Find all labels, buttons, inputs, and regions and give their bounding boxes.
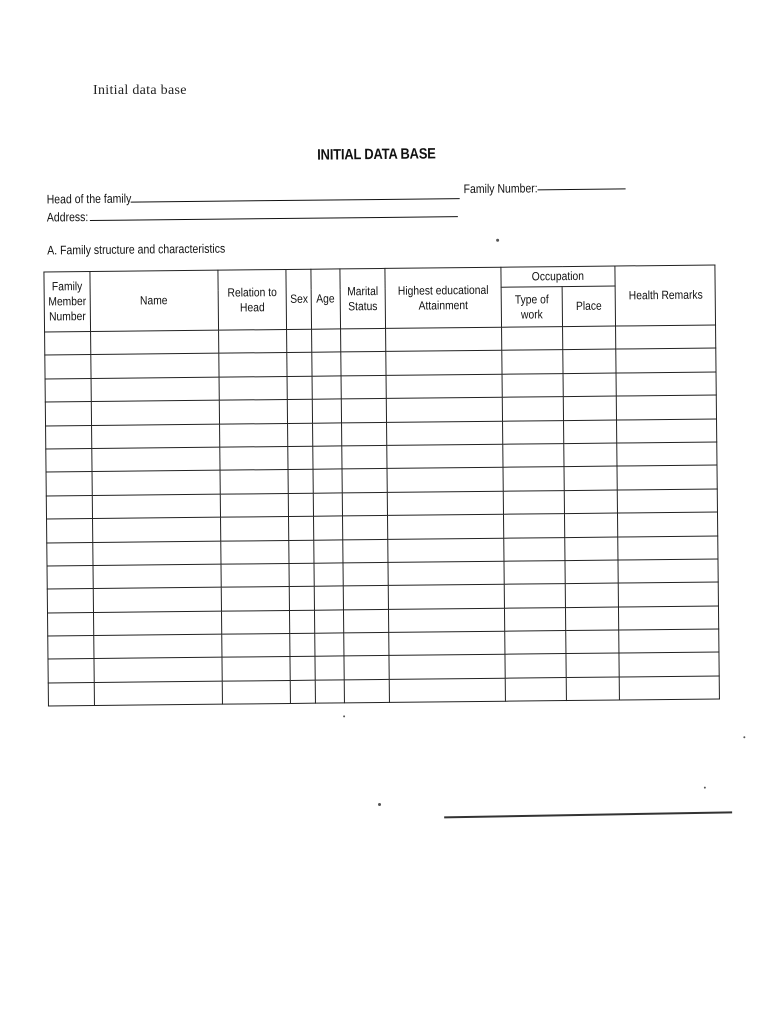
scan-speck	[343, 715, 345, 717]
table-cell[interactable]	[619, 629, 719, 653]
table-cell[interactable]	[386, 374, 502, 399]
table-cell[interactable]	[505, 631, 566, 655]
table-cell[interactable]	[288, 493, 313, 517]
table-cell[interactable]	[45, 402, 91, 426]
scan-speck	[704, 787, 706, 789]
table-cell[interactable]	[343, 516, 388, 540]
table-cell[interactable]	[342, 469, 387, 493]
table-cell[interactable]	[94, 681, 222, 706]
table-cell[interactable]	[342, 422, 387, 446]
table-cell[interactable]	[343, 586, 388, 610]
table-cell[interactable]	[289, 516, 314, 540]
table-cell[interactable]	[616, 395, 716, 419]
table-cell[interactable]	[47, 519, 93, 543]
table-cell[interactable]	[45, 378, 91, 402]
header-sex: Sex	[286, 269, 312, 329]
table-cell[interactable]	[45, 355, 91, 379]
table-cell[interactable]	[222, 634, 290, 658]
table-cell[interactable]	[388, 585, 504, 610]
table-cell[interactable]	[287, 376, 312, 400]
table-cell[interactable]	[386, 327, 502, 352]
table-cell[interactable]	[503, 514, 564, 538]
header-family-member-number: Family Member Number	[44, 272, 91, 332]
scan-speck	[743, 736, 745, 738]
header-relation-to-head: Relation to Head	[218, 269, 287, 330]
header-occupation: Occupation	[501, 266, 615, 287]
table-cell[interactable]	[564, 466, 617, 490]
table-cell[interactable]	[91, 400, 219, 425]
table-cell[interactable]	[92, 447, 220, 472]
table-cell[interactable]	[222, 680, 290, 704]
table-cell[interactable]	[93, 541, 221, 566]
table-cell[interactable]	[503, 420, 564, 444]
table-cell[interactable]	[314, 610, 343, 634]
table-cell[interactable]	[46, 495, 92, 519]
table-cell[interactable]	[388, 561, 504, 586]
table-cell[interactable]	[289, 563, 314, 587]
table-cell[interactable]	[312, 399, 341, 423]
table-cell[interactable]	[387, 491, 503, 516]
header-type-of-work: Type of work	[501, 287, 562, 328]
table-cell[interactable]	[565, 560, 618, 584]
table-cell[interactable]	[619, 676, 719, 700]
table-cell[interactable]	[219, 400, 287, 424]
header-marital-status: Marital Status	[340, 268, 386, 328]
table-cell[interactable]	[289, 610, 314, 634]
table-cell[interactable]	[313, 469, 342, 493]
table-cell[interactable]	[93, 517, 221, 542]
table-cell[interactable]	[389, 678, 505, 703]
head-of-family-field[interactable]	[131, 198, 460, 202]
table-cell[interactable]	[288, 446, 313, 470]
table-cell[interactable]	[94, 634, 222, 659]
table-cell[interactable]	[616, 348, 716, 372]
table-cell[interactable]	[47, 612, 93, 636]
table-cell[interactable]	[222, 657, 290, 681]
table-cell[interactable]	[290, 633, 315, 657]
table-cell[interactable]	[617, 419, 717, 443]
form-title: INITIAL DATA BASE	[317, 145, 436, 164]
table-cell[interactable]	[616, 325, 716, 349]
table-cell[interactable]	[343, 609, 388, 633]
table-cell[interactable]	[504, 607, 565, 631]
table-cell[interactable]	[502, 397, 563, 421]
table-cell[interactable]	[342, 492, 387, 516]
table-cell[interactable]	[504, 560, 565, 584]
header-name: Name	[90, 270, 219, 331]
table-cell[interactable]	[344, 632, 389, 656]
table-cell[interactable]	[564, 420, 617, 444]
table-cell[interactable]	[563, 326, 616, 350]
address-label: Address:	[46, 210, 89, 225]
table-cell[interactable]	[566, 653, 619, 677]
scan-speck	[496, 239, 499, 242]
table-cell[interactable]	[288, 423, 313, 447]
table-cell[interactable]	[315, 633, 344, 657]
table-cell[interactable]	[315, 680, 344, 704]
table-cell[interactable]	[313, 422, 342, 446]
table-cell[interactable]	[220, 493, 288, 517]
table-cell[interactable]	[616, 372, 716, 396]
table-cell[interactable]	[290, 680, 315, 704]
table-cell[interactable]	[315, 656, 344, 680]
table-cell[interactable]	[388, 608, 504, 633]
table-cell[interactable]	[219, 376, 287, 400]
table-cell[interactable]	[290, 657, 315, 681]
table-cell[interactable]	[92, 424, 220, 449]
table-cell[interactable]	[387, 444, 503, 469]
address-field[interactable]	[90, 216, 458, 221]
family-structure-table	[43, 264, 720, 706]
table-cell[interactable]	[92, 471, 220, 496]
table-cell[interactable]	[617, 442, 717, 466]
family-number-label: Family Number:	[463, 181, 538, 197]
table-cell[interactable]	[503, 490, 564, 514]
table-cell[interactable]	[289, 586, 314, 610]
table-cell[interactable]	[47, 565, 93, 589]
table-cell[interactable]	[312, 376, 341, 400]
table-cell[interactable]	[343, 539, 388, 563]
table-cell[interactable]	[312, 329, 341, 353]
header-educational-attainment: Highest educational Attainment	[385, 267, 502, 328]
table-cell[interactable]	[91, 330, 219, 355]
table-cell[interactable]	[341, 352, 386, 376]
table-cell[interactable]	[94, 658, 222, 683]
table-cell[interactable]	[503, 444, 564, 468]
table-cell[interactable]	[619, 652, 719, 676]
table-cell[interactable]	[45, 332, 91, 356]
table-cell[interactable]	[46, 425, 92, 449]
table-cell[interactable]	[563, 373, 616, 397]
table-cell[interactable]	[91, 377, 219, 402]
table-cell[interactable]	[565, 583, 618, 607]
header-place: Place	[562, 286, 615, 327]
table-cell[interactable]	[313, 446, 342, 470]
table-cell[interactable]	[386, 397, 502, 422]
table-cell[interactable]	[219, 329, 287, 353]
table-body	[45, 325, 720, 706]
table-cell[interactable]	[502, 373, 563, 397]
table-cell[interactable]	[388, 514, 504, 539]
table-cell[interactable]	[565, 537, 618, 561]
table-cell[interactable]	[386, 351, 502, 376]
header-age: Age	[311, 269, 341, 329]
table-cell[interactable]	[387, 468, 503, 493]
table-cell[interactable]	[221, 610, 289, 634]
table-cell[interactable]	[505, 677, 566, 701]
table-cell[interactable]	[563, 349, 616, 373]
table-cell[interactable]	[389, 655, 505, 680]
table-cell[interactable]	[502, 350, 563, 374]
table-cell[interactable]	[389, 631, 505, 656]
section-title: A. Family structure and characteristics	[47, 241, 226, 258]
table-cell[interactable]	[219, 353, 287, 377]
table-cell[interactable]	[221, 517, 289, 541]
table-cell[interactable]	[618, 559, 718, 583]
table-cell[interactable]	[93, 587, 221, 612]
table-cell[interactable]	[618, 535, 718, 559]
table-cell[interactable]	[46, 448, 92, 472]
table-cell[interactable]	[93, 564, 221, 589]
table-cell[interactable]	[287, 353, 312, 377]
table-cell[interactable]	[344, 679, 389, 703]
table-cell[interactable]	[344, 656, 389, 680]
table-cell[interactable]	[503, 467, 564, 491]
table-cell[interactable]	[47, 589, 93, 613]
table-cell[interactable]	[220, 470, 288, 494]
table-cell[interactable]	[566, 630, 619, 654]
table-cell[interactable]	[220, 446, 288, 470]
table-cell[interactable]	[341, 328, 386, 352]
table-cell[interactable]	[564, 513, 617, 537]
table-cell[interactable]	[566, 677, 619, 701]
table-cell[interactable]	[564, 490, 617, 514]
table-cell[interactable]	[341, 399, 386, 423]
table-cell[interactable]	[618, 582, 718, 606]
table-cell[interactable]	[48, 682, 94, 706]
table-cell[interactable]	[221, 587, 289, 611]
table-cell[interactable]	[618, 512, 718, 536]
table-cell[interactable]	[220, 423, 288, 447]
table-cell[interactable]	[312, 352, 341, 376]
table-cell[interactable]	[221, 540, 289, 564]
table-cell[interactable]	[617, 489, 717, 513]
table-cell[interactable]	[343, 562, 388, 586]
table-cell[interactable]	[289, 540, 314, 564]
table-cell[interactable]	[47, 542, 93, 566]
table-cell[interactable]	[288, 470, 313, 494]
table-cell[interactable]	[314, 563, 343, 587]
table-cell[interactable]	[504, 537, 565, 561]
table-cell[interactable]	[387, 421, 503, 446]
table-cell[interactable]	[342, 445, 387, 469]
table-cell[interactable]	[313, 493, 342, 517]
table-cell[interactable]	[314, 516, 343, 540]
table-cell[interactable]	[341, 375, 386, 399]
table-cell[interactable]	[93, 611, 221, 636]
table-cell[interactable]	[618, 606, 718, 630]
table-cell[interactable]	[46, 472, 92, 496]
table-cell[interactable]	[504, 584, 565, 608]
table-cell[interactable]	[388, 538, 504, 563]
table-cell[interactable]	[565, 607, 618, 631]
table-cell[interactable]	[617, 465, 717, 489]
table-cell[interactable]	[91, 354, 219, 379]
scan-speck	[378, 803, 381, 806]
table-cell[interactable]	[92, 494, 220, 519]
document-caption: Initial data base	[93, 83, 187, 98]
table-cell[interactable]	[314, 539, 343, 563]
table-cell[interactable]	[502, 327, 563, 351]
header-health-remarks: Health Remarks	[615, 265, 716, 326]
table-cell[interactable]	[505, 654, 566, 678]
table-cell[interactable]	[48, 636, 94, 660]
head-of-family-label: Head of the family	[46, 191, 132, 207]
table-cell[interactable]	[563, 396, 616, 420]
table-cell[interactable]	[564, 443, 617, 467]
family-number-field[interactable]	[538, 188, 626, 190]
table-cell[interactable]	[287, 399, 312, 423]
signature-line	[444, 811, 732, 818]
table-cell[interactable]	[314, 586, 343, 610]
table-cell[interactable]	[48, 659, 94, 683]
table-cell[interactable]	[221, 563, 289, 587]
table-cell[interactable]	[287, 329, 312, 353]
